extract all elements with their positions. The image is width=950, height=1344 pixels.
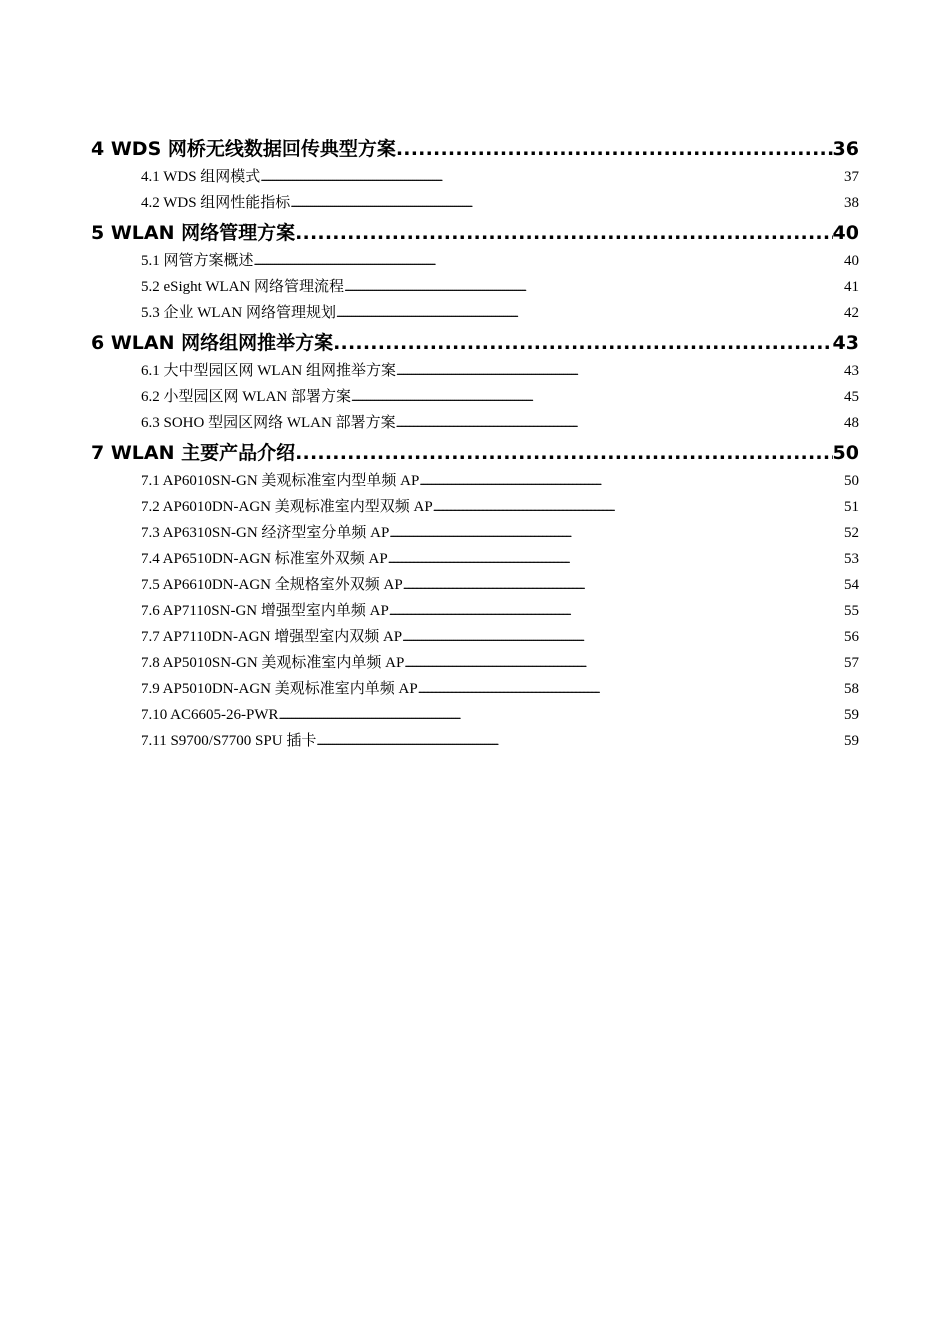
toc-section-title: 6.1 大中型园区网 WLAN 组网推举方案 [141,363,396,379]
toc-page-number: 50 [844,473,859,489]
toc-page-number: 40 [844,253,859,269]
toc-section-6-3[interactable] [91,410,859,436]
toc-section-7-4[interactable] [91,546,859,572]
toc-section-6-1[interactable] [91,358,859,384]
toc-section-7-3[interactable] [91,520,859,546]
dot-leader [290,190,844,216]
dot-leader [419,468,844,494]
toc-section-7-1[interactable] [91,468,859,494]
toc-page-number: 45 [844,389,859,405]
toc-page-number: 50 [832,442,859,464]
toc-section-7-7[interactable] [91,624,859,650]
toc-page-number: 59 [844,707,859,723]
dot-leader [389,598,844,624]
toc-section-title: 7.7 AP7110DN-AGN 增强型室内双频 AP [141,629,403,645]
toc-section-7-5[interactable] [91,572,859,598]
dot-leader [433,494,844,520]
dot-leader [389,520,844,546]
toc-section-7-6[interactable] [91,598,859,624]
toc-section-title: 7.8 AP5010SN-GN 美观标准室内单频 AP [141,655,405,671]
dot-leader [396,135,833,164]
toc-page-number: 36 [832,138,859,160]
toc-page-number: 41 [844,279,859,295]
dot-leader [344,274,844,300]
dot-leader [295,439,832,468]
toc-chapter-title: 6 WLAN 网络组网推举方案 [91,332,334,354]
toc-page-number: 42 [844,305,859,321]
toc-page-number: 40 [832,222,859,244]
toc-section-title: 7.6 AP7110SN-GN 增强型室内单频 AP [141,603,389,619]
dot-leader [295,219,832,248]
toc-page-number: 43 [844,363,859,379]
toc-page-number: 55 [844,603,859,619]
toc-page-number: 37 [844,169,859,185]
dot-leader [396,410,844,436]
dot-leader [402,624,844,650]
toc-chapter-7[interactable] [91,439,859,468]
dot-leader [396,358,844,384]
toc-section-5-2[interactable] [91,274,859,300]
toc-section-title: 6.2 小型园区网 WLAN 部署方案 [141,389,351,405]
toc-section-title: 6.3 SOHO 型园区网络 WLAN 部署方案 [141,415,396,431]
toc-section-4-1[interactable] [91,164,859,190]
toc-section-title: 5.3 企业 WLAN 网络管理规划 [141,305,336,321]
toc-page-number: 48 [844,415,859,431]
dot-leader [404,650,844,676]
toc-section-title: 4.1 WDS 组网模式 [141,169,261,185]
toc-section-7-10[interactable] [91,702,859,728]
toc-section-title: 5.2 eSight WLAN 网络管理流程 [141,279,345,295]
toc-section-title: 7.4 AP6510DN-AGN 标准室外双频 AP [141,551,388,567]
toc-section-title: 7.2 AP6010DN-AGN 美观标准室内型双频 AP [141,499,433,515]
toc-chapter-title: 7 WLAN 主要产品介绍 [91,442,296,464]
toc-section-title: 7.5 AP6610DN-AGN 全规格室外双频 AP [141,577,403,593]
dot-leader [351,384,844,410]
dot-leader [388,546,844,572]
toc-page-number: 59 [844,733,859,749]
toc-section-5-3[interactable] [91,300,859,326]
toc-chapter-6[interactable] [91,329,859,358]
dot-leader [260,164,844,190]
table-of-contents [91,135,859,754]
toc-section-7-2[interactable] [91,494,859,520]
toc-section-7-9[interactable] [91,676,859,702]
toc-section-title: 7.1 AP6010SN-GN 美观标准室内型单频 AP [141,473,420,489]
toc-section-5-1[interactable] [91,248,859,274]
toc-section-6-2[interactable] [91,384,859,410]
dot-leader [254,248,844,274]
toc-page-number: 53 [844,551,859,567]
dot-leader [333,329,832,358]
toc-section-4-2[interactable] [91,190,859,216]
toc-page-number: 57 [844,655,859,671]
toc-page-number: 54 [844,577,859,593]
dot-leader [316,728,844,754]
dot-leader [403,572,844,598]
toc-section-title: 5.1 网管方案概述 [141,253,254,269]
toc-chapter-4[interactable] [91,135,859,164]
dot-leader [336,300,844,326]
toc-section-7-8[interactable] [91,650,859,676]
toc-page-number: 52 [844,525,859,541]
toc-page-number: 56 [844,629,859,645]
toc-page-number: 58 [844,681,859,697]
toc-section-title: 7.9 AP5010DN-AGN 美观标准室内单频 AP [141,681,418,697]
toc-page-number: 38 [844,195,859,211]
toc-section-title: 7.3 AP6310SN-GN 经济型室分单频 AP [141,525,390,541]
dot-leader [418,676,844,702]
toc-section-7-11[interactable] [91,728,859,754]
toc-chapter-title: 4 WDS 网桥无线数据回传典型方案 [91,138,396,160]
toc-chapter-title: 5 WLAN 网络管理方案 [91,222,296,244]
toc-chapter-5[interactable] [91,219,859,248]
dot-leader [279,702,844,728]
toc-page-number: 51 [844,499,859,515]
toc-page-number: 43 [832,332,859,354]
toc-section-title: 7.11 S9700/S7700 SPU 插卡 [141,733,317,749]
toc-section-title: 4.2 WDS 组网性能指标 [141,195,291,211]
toc-section-title: 7.10 AC6605-26-PWR [141,707,279,723]
